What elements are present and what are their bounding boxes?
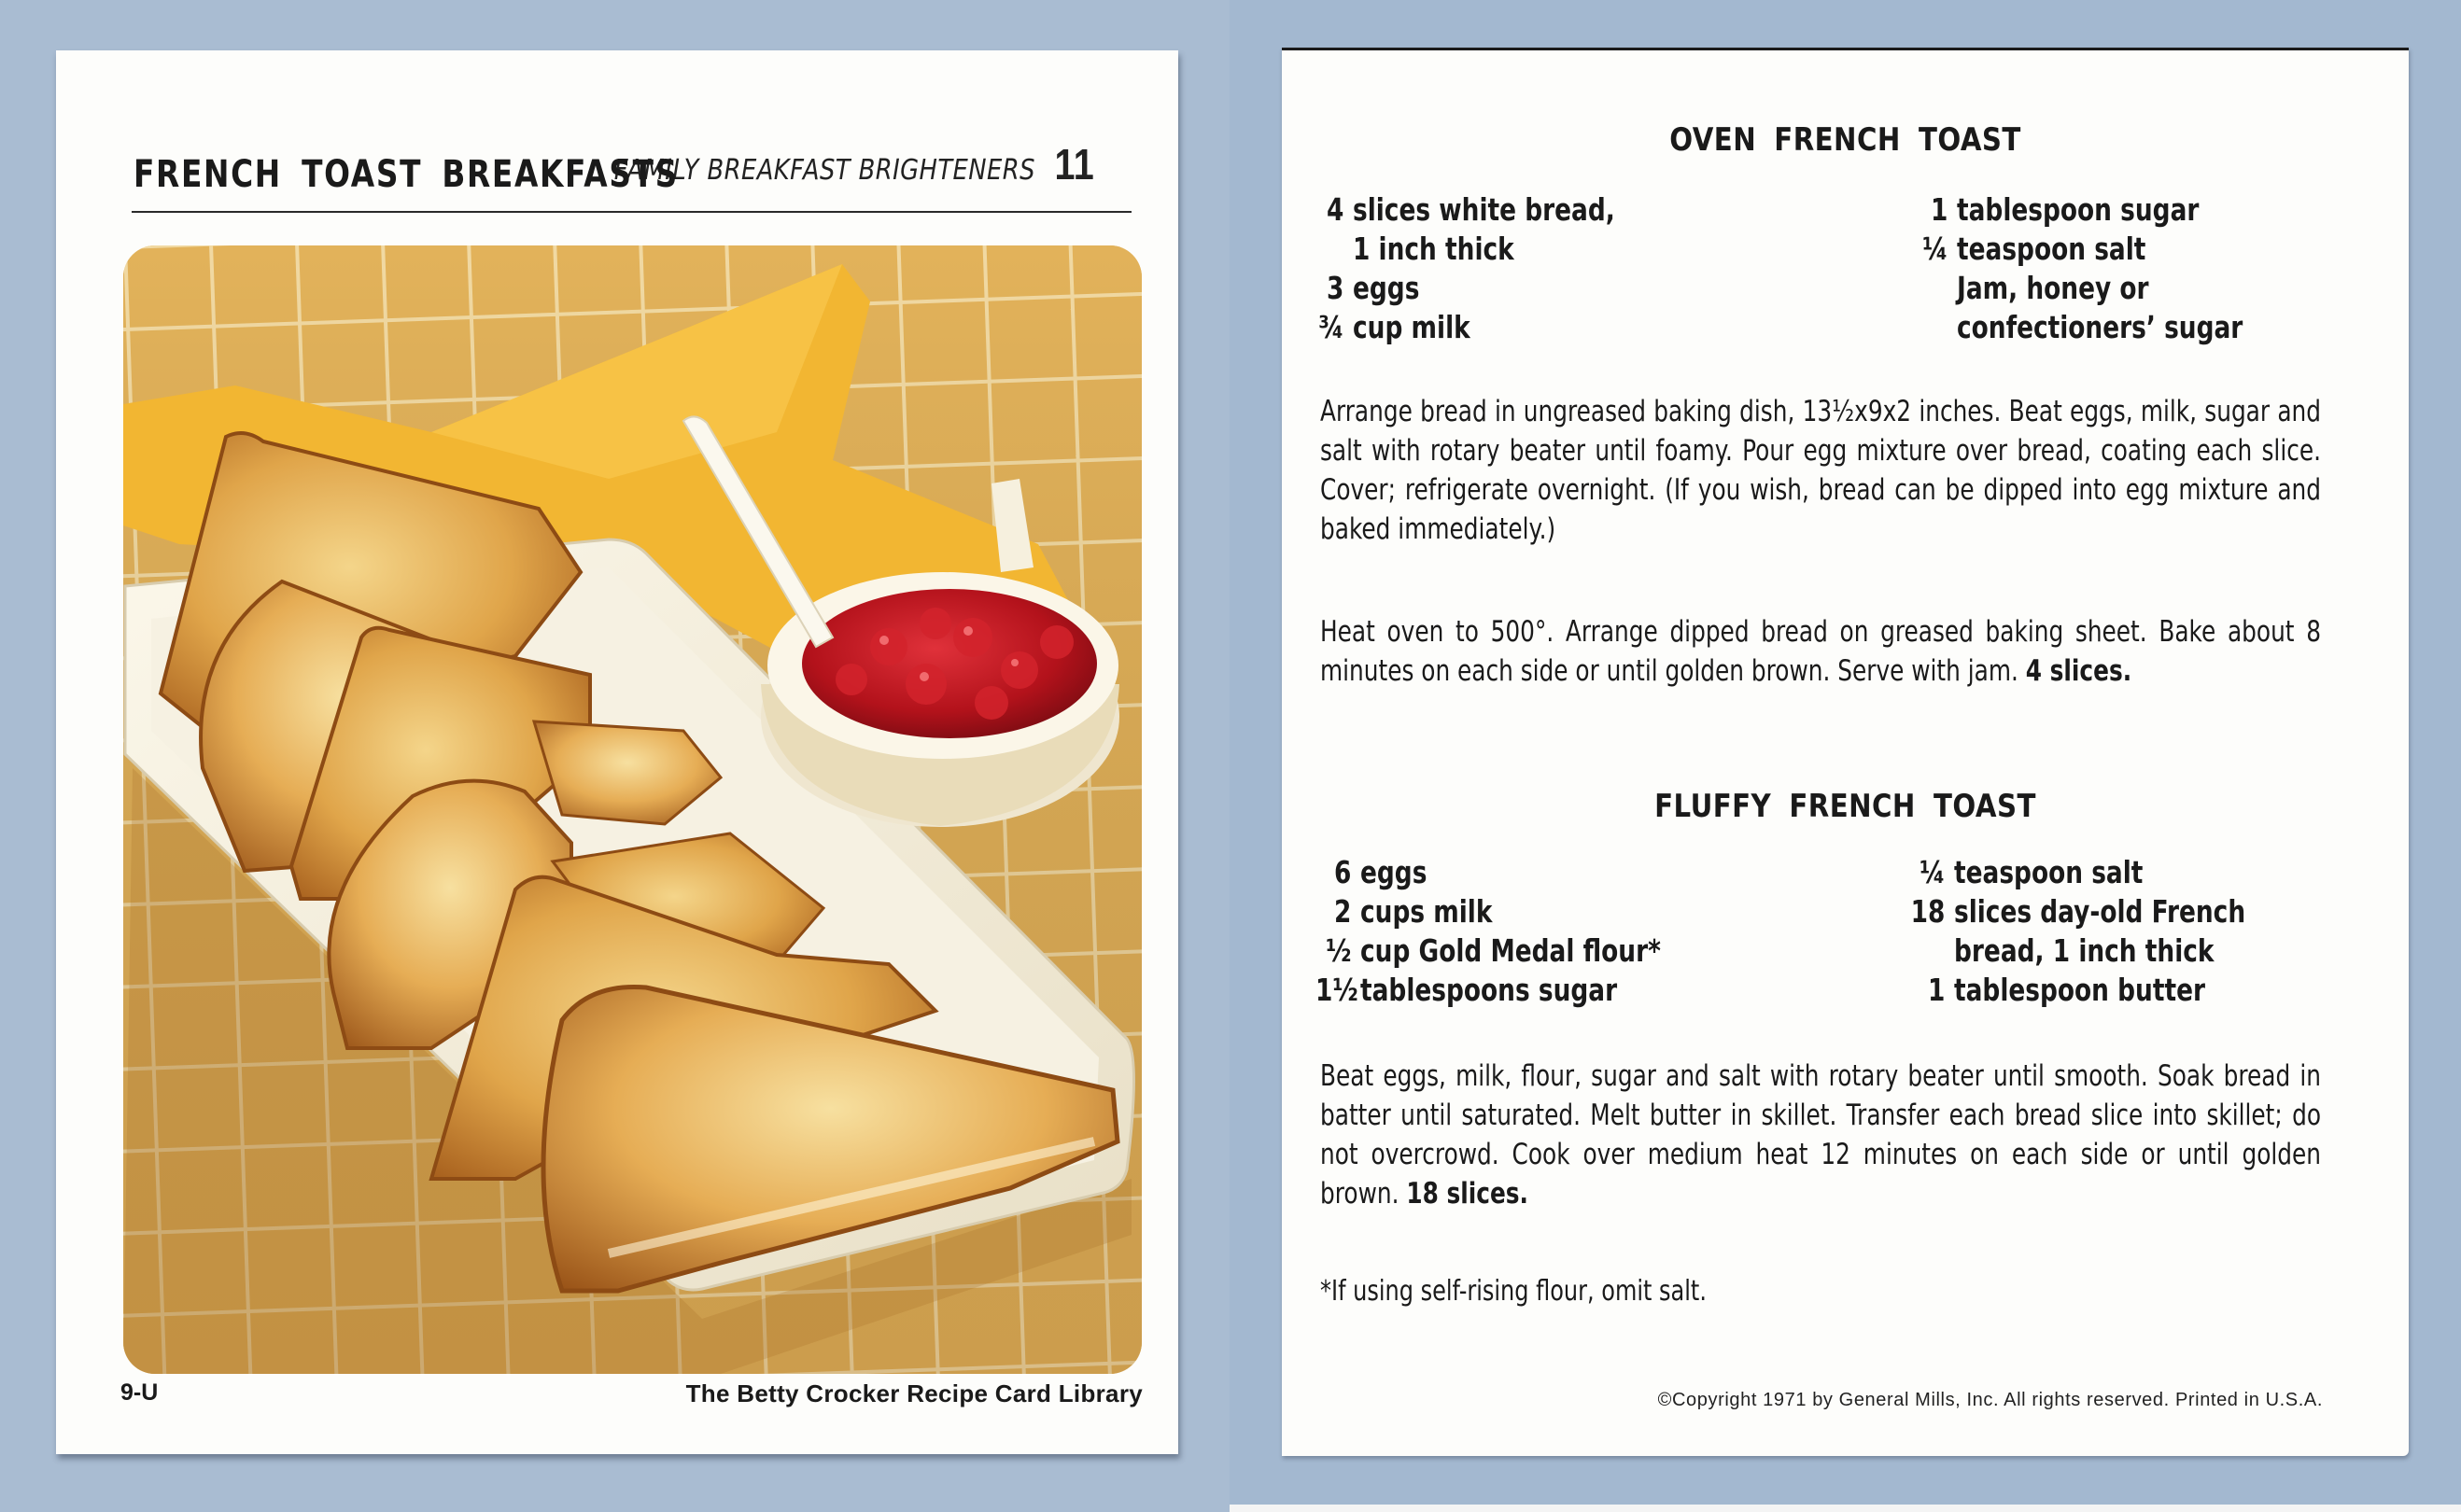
ingredient-qty: 1 — [1931, 191, 1948, 228]
directions-oven-1 — [1320, 392, 2321, 549]
ingredient-text: teaspoon salt — [1954, 854, 2144, 890]
french-toast-photo-icon — [123, 245, 1142, 1374]
ingredient-row — [1909, 971, 2245, 1010]
ingredient-text: 1 inch thick — [1353, 231, 1514, 267]
ingredient-qty: 1 — [1928, 972, 1946, 1008]
ingredient-row — [1912, 230, 2243, 269]
ingredient-text: cups milk — [1360, 893, 1493, 930]
ingredients-left-fluffy — [1315, 853, 1661, 1010]
food-photo — [123, 245, 1142, 1374]
scan-edge-strip — [1230, 1505, 2461, 1512]
title-divider — [132, 211, 1132, 213]
directions-text: Beat eggs, milk, flour, sugar and salt with rotary beater until smooth. Soak bread in batter until saturated. Melt butter in skillet. Transfer each bread slice into skillet; do not overcrowd. Cook over medium heat 12 minutes on each side or until golden brown. — [1320, 1059, 2321, 1211]
ingredient-row — [1912, 190, 2243, 230]
ingredient-qty: 18 — [1910, 893, 1946, 930]
ingredient-qty — [1909, 931, 1954, 971]
ingredient-row — [1315, 892, 1661, 931]
card-code: 9-U — [120, 1379, 159, 1406]
ingredient-text: tablespoon sugar — [1957, 191, 2200, 228]
ingredient-text: slices day-old French — [1954, 893, 2246, 930]
recipe-title-fluffy-french-toast: FLUFFY FRENCH TOAST — [1654, 788, 2036, 825]
ingredient-qty: 3 — [1327, 270, 1344, 306]
ingredient-qty: ¼ — [1920, 854, 1946, 890]
ingredients-right-oven — [1912, 190, 2243, 347]
copyright-notice: ©Copyright 1971 by General Mills, Inc. All rights reserved. Printed in U.S.A. — [1657, 1390, 2323, 1410]
ingredient-qty — [1912, 269, 1957, 308]
ingredients-right-fluffy — [1909, 853, 2245, 1010]
ingredients-left-oven — [1308, 190, 1615, 347]
ingredient-qty — [1308, 230, 1353, 269]
footnote: *If using self-rising flour, omit salt. — [1320, 1275, 1707, 1308]
ingredient-row — [1912, 269, 2243, 308]
directions-oven-2 — [1320, 612, 2321, 691]
ingredient-row — [1315, 853, 1661, 892]
ingredient-text: Jam, honey or — [1957, 270, 2149, 306]
ingredient-text: cup Gold Medal flour* — [1360, 932, 1661, 969]
ingredient-text: cup milk — [1353, 309, 1470, 345]
yield: 18 slices. — [1406, 1177, 1528, 1211]
ingredient-row — [1308, 190, 1615, 230]
library-name: The Betty Crocker Recipe Card Library — [685, 1379, 1143, 1407]
ingredient-row — [1308, 308, 1615, 347]
ingredient-row — [1909, 892, 2245, 931]
ingredient-row — [1315, 971, 1661, 1010]
ingredient-text: confectioners’ sugar — [1957, 309, 2243, 345]
directions-text: Arrange bread in ungreased baking dish, 13½x9x2 inches. Beat eggs, milk, sugar and salt with rotary beater until foamy. Pour egg mixture over bread, coating each slice. Cover; refrigerate overnight. (If you wish, bread can be dipped into egg mixture and baked immediately.) — [1320, 395, 2321, 546]
ingredient-text: tablespoon butter — [1954, 972, 2206, 1008]
ingredient-qty: ¾ — [1318, 309, 1344, 345]
ingredient-qty: ¼ — [1922, 231, 1948, 267]
ingredient-qty: 4 — [1327, 191, 1344, 228]
ingredient-row — [1912, 308, 2243, 347]
ingredient-qty — [1912, 308, 1957, 347]
ingredient-text: slices white bread, — [1353, 191, 1615, 228]
ingredient-row — [1909, 931, 2245, 971]
recipe-card-back — [1282, 48, 2409, 1456]
directions-text: Heat oven to 500°. Arrange dipped bread on greased baking sheet. Bake about 8 minutes on each side or until golden brown. Serve with jam. — [1320, 615, 2321, 688]
ingredient-qty: ½ — [1326, 932, 1352, 969]
card-title: FRENCH TOAST BREAKFASTS — [134, 153, 679, 196]
series-header — [614, 139, 1094, 189]
recipe-title-oven-french-toast: OVEN FRENCH TOAST — [1669, 121, 2021, 159]
recipe-card-front — [56, 50, 1178, 1454]
ingredient-qty: 1½ — [1315, 972, 1358, 1008]
ingredient-row — [1308, 269, 1615, 308]
yield: 4 slices. — [2025, 654, 2132, 688]
ingredient-row — [1909, 853, 2245, 892]
ingredient-text: eggs — [1360, 854, 1427, 890]
ingredient-qty: 2 — [1334, 893, 1352, 930]
directions-fluffy — [1320, 1057, 2321, 1213]
series-title: FAMILY BREAKFAST BRIGHTENERS — [613, 154, 1035, 187]
ingredient-qty: 6 — [1334, 854, 1352, 890]
ingredient-text: tablespoons sugar — [1360, 972, 1618, 1008]
ingredient-text: teaspoon salt — [1957, 231, 2146, 267]
ingredient-text: bread, 1 inch thick — [1954, 932, 2215, 969]
ingredient-row — [1315, 931, 1661, 971]
ingredient-row — [1308, 230, 1615, 269]
page-number: 11 — [1054, 140, 1094, 189]
ingredient-text: eggs — [1353, 270, 1420, 306]
